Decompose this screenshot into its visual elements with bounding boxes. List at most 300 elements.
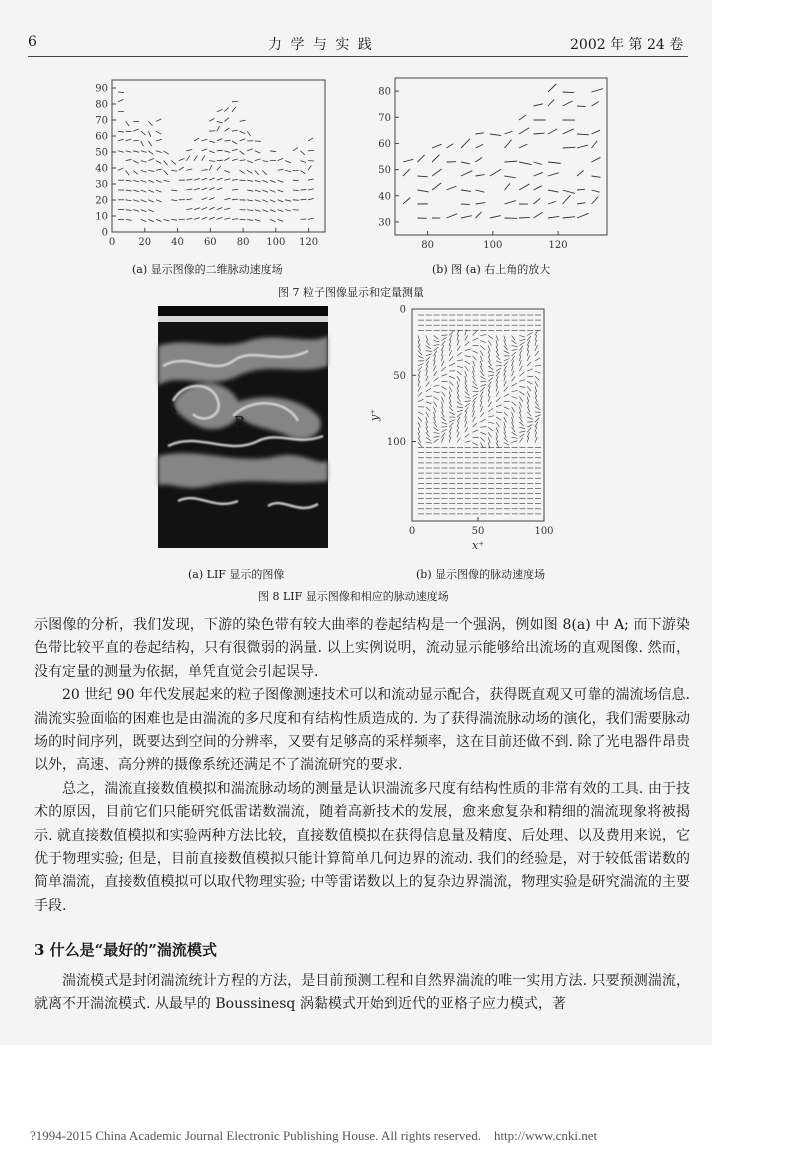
fig7b-vector xyxy=(563,217,576,218)
fig7a-vector xyxy=(118,168,123,170)
fig7a-vector xyxy=(126,210,132,211)
fig8b-vector xyxy=(418,351,422,355)
fig8b-vector xyxy=(512,376,516,381)
fig7a-vector xyxy=(133,170,138,174)
fig7a-vector xyxy=(141,180,147,182)
fig8b-vector xyxy=(504,381,507,386)
fig7a-x-tick-label: 0 xyxy=(108,237,116,248)
fig7a-vector xyxy=(171,219,177,220)
fig7a-y-tick-label: 30 xyxy=(95,179,108,191)
fig8b-vector xyxy=(519,380,525,382)
fig7a-vector xyxy=(232,101,238,102)
fig8b-vector xyxy=(519,407,521,413)
fig7b-vector xyxy=(534,172,543,176)
fig8b-vector xyxy=(473,430,479,432)
fig8b-vector xyxy=(496,368,501,371)
fig7b-vector xyxy=(592,190,600,192)
fig7a-vector xyxy=(171,190,177,191)
fig7a-vector xyxy=(156,151,162,153)
fig8b-vector xyxy=(418,412,423,415)
fig7a-vector xyxy=(126,219,132,220)
fig7a-vector xyxy=(217,178,223,180)
fig8b-vector xyxy=(480,387,484,391)
fig8b-vector xyxy=(457,386,459,392)
fig8b-vector xyxy=(535,422,538,427)
fig7a-vector xyxy=(141,141,144,146)
fig8b-vector xyxy=(527,412,531,416)
fig7a-vector xyxy=(247,149,253,151)
fig7a-vector xyxy=(126,159,132,160)
fig7a-vector xyxy=(247,190,253,191)
fig8b-vector xyxy=(512,335,515,340)
fig8b-vector xyxy=(504,341,506,346)
fig8b-vector xyxy=(418,437,421,442)
fig8b-vector xyxy=(488,432,491,437)
fig7a-vector xyxy=(262,170,266,174)
fig7b-vector xyxy=(577,170,584,176)
fig7b-vector xyxy=(461,190,471,191)
fig8b-vector xyxy=(418,386,421,391)
fig7a-vector xyxy=(148,180,154,182)
fig8b-vector xyxy=(457,410,463,412)
fig8b-vector xyxy=(465,416,467,422)
fig8b-vector xyxy=(449,331,453,335)
fig8b-vector xyxy=(418,367,422,371)
fig8b-vector xyxy=(441,427,447,428)
fig8b-vector xyxy=(519,417,522,422)
fig8b-vector xyxy=(488,371,494,372)
fig7a-vector xyxy=(232,149,238,151)
fig8b-vector xyxy=(519,431,525,432)
fig8b-vector xyxy=(480,381,486,382)
fig8b-vector xyxy=(512,360,514,366)
fig7a-vector xyxy=(247,170,252,173)
fig8-caption: 图 8 LIF 显示图像和相应的脉动速度场 xyxy=(258,590,449,603)
fig7b-vector xyxy=(519,184,530,190)
fig8b-vector xyxy=(519,402,521,408)
fig8b-vector xyxy=(418,356,423,359)
fig7a-vector xyxy=(133,151,139,152)
fig8b-vector xyxy=(426,402,432,404)
fig8b-vector xyxy=(535,381,538,386)
fig8b-vector xyxy=(535,397,537,403)
fig8b-vector xyxy=(535,392,537,398)
fig8b-vector xyxy=(496,361,502,363)
fig8b-vector xyxy=(496,412,502,413)
fig7b-vector xyxy=(490,216,501,218)
fig8b-frame xyxy=(412,309,544,521)
fig7a-vector xyxy=(278,158,284,160)
fig7a-vector xyxy=(224,151,230,153)
fig7b-vector xyxy=(476,157,483,162)
fig7a-vector xyxy=(209,188,215,190)
fig7a-vector xyxy=(126,151,132,152)
fig8b-vector xyxy=(527,386,531,391)
fig7b-vector xyxy=(505,183,510,190)
fig7b-vector xyxy=(534,198,541,204)
fig7a-x-tick-label: 80 xyxy=(236,237,250,248)
fig7b-vector xyxy=(403,159,413,162)
fig7a-plot xyxy=(90,72,330,257)
fig8b-vector xyxy=(426,432,430,437)
fig7a-vector xyxy=(232,130,238,131)
fig7a-vector xyxy=(224,107,228,111)
fig8b-vector xyxy=(441,367,445,371)
fig8b-vector xyxy=(457,407,463,408)
fig7a-vector xyxy=(278,200,284,202)
fig8b-vector xyxy=(418,381,420,387)
fig7b-vector xyxy=(577,145,588,148)
fig8b-vector xyxy=(449,437,451,443)
fig7a-vector xyxy=(217,217,223,219)
fig7a-vector xyxy=(164,180,170,182)
fig8b-vector xyxy=(527,437,529,443)
fig8b-x-tick-label: 100 xyxy=(534,526,554,537)
fig7b-vector xyxy=(592,130,601,134)
fig7a-vector xyxy=(126,121,130,126)
fig8b-vector xyxy=(488,356,490,362)
fig8b-vector xyxy=(449,392,451,398)
fig7a-vector xyxy=(126,190,132,191)
fig8b-vector xyxy=(434,392,440,393)
fig8b-vector xyxy=(465,366,469,371)
fig8b-vector xyxy=(426,417,428,423)
fig7b-vector xyxy=(592,102,599,106)
fig8b-vector xyxy=(480,432,486,434)
fig7b-vector xyxy=(577,189,585,190)
fig7a-vector xyxy=(278,180,284,182)
fig8b-vector xyxy=(465,376,467,382)
fig7b-vector xyxy=(505,161,518,162)
fig8b-vector xyxy=(480,376,485,379)
fig8b-vector xyxy=(488,346,490,352)
fig8b-vector xyxy=(496,381,498,387)
fig8b-vector xyxy=(512,349,518,351)
fig7b-vector xyxy=(548,201,556,204)
fig8b-vector xyxy=(457,340,459,346)
fig7a-vector xyxy=(156,119,161,121)
fig8b-vector xyxy=(504,351,509,354)
fig7b-y-tick-label: 40 xyxy=(378,191,391,203)
fig8b-ylabel: y⁺ xyxy=(368,408,381,422)
fig7a-vector xyxy=(202,149,208,151)
fig8b-vector xyxy=(441,407,443,413)
fig8b-vector xyxy=(504,335,506,341)
fig8b-vector xyxy=(434,402,437,407)
fig8b-vector xyxy=(480,391,483,396)
fig7a-vector xyxy=(285,210,291,211)
fig7a-vector xyxy=(194,156,197,161)
fig7a-vector xyxy=(270,190,276,192)
fig7b-vector xyxy=(534,162,542,164)
fig7a-vector xyxy=(141,131,146,135)
fig8b-vector xyxy=(465,411,467,417)
fig8b-vector xyxy=(449,356,453,361)
fig7b-vector xyxy=(563,147,576,148)
fig7b-vector xyxy=(461,216,472,218)
fig8b-vector xyxy=(465,335,468,340)
fig8b-vector xyxy=(488,402,491,407)
fig7a-vector xyxy=(209,165,212,170)
fig8b-y-tick-label: 0 xyxy=(399,304,406,316)
fig7a-vector xyxy=(300,151,305,155)
fig8b-vector xyxy=(465,403,470,406)
fig7a-vector xyxy=(156,161,161,164)
fig7a-y-tick-label: 40 xyxy=(95,163,108,175)
fig8b-vector xyxy=(441,397,443,403)
fig7a-vector xyxy=(209,207,215,209)
fig7a-vector xyxy=(293,210,299,211)
fig8b-vector xyxy=(480,396,482,402)
fig8b-vector xyxy=(426,357,430,361)
fig8b-vector xyxy=(441,417,445,421)
fig8b-vector xyxy=(473,411,475,417)
fig7b-vector xyxy=(447,186,457,190)
fig8b-vector xyxy=(496,417,501,420)
fig8b-vector xyxy=(527,407,530,412)
fig8b-vector xyxy=(434,422,437,427)
fig7a-vector xyxy=(217,126,220,131)
fig8b-vector xyxy=(418,427,420,433)
fig7a-vector xyxy=(164,170,168,174)
fig7b-vector xyxy=(563,129,574,134)
fig8b-vector xyxy=(426,396,432,397)
fig7a-vector xyxy=(262,190,268,192)
fig8b-vector xyxy=(457,392,459,398)
fig8b-vector xyxy=(512,391,518,392)
fig8b-vector xyxy=(527,397,529,403)
fig7b-vector xyxy=(476,133,484,134)
fig7a-vector xyxy=(148,219,154,221)
fig8b-vector xyxy=(426,443,432,444)
fig7a-vector xyxy=(194,208,200,210)
fig7a-vector xyxy=(240,131,245,133)
cnki-link[interactable]: http://www.cnki.net xyxy=(493,1128,598,1143)
fig8b-vector xyxy=(434,432,440,433)
fig8b-vector xyxy=(496,335,498,341)
fig8b-vector xyxy=(457,360,463,361)
fig8b-vector xyxy=(434,344,440,345)
fig8b-vector xyxy=(426,407,430,411)
fig8b-vector xyxy=(457,438,461,443)
fig7a-vector xyxy=(194,178,200,180)
fig7a-vector xyxy=(278,190,284,192)
fig8b-vector xyxy=(473,401,475,406)
fig8b-vector xyxy=(441,350,443,356)
fig8b-vector xyxy=(527,381,532,384)
fig7b-vector xyxy=(476,212,482,218)
fig7b-vector xyxy=(432,144,442,148)
fig7b-vector xyxy=(505,140,512,148)
fig8b-vector xyxy=(449,381,453,385)
fig8b-vector xyxy=(535,437,537,442)
fig7a-vector xyxy=(118,131,124,132)
fig8b-vector xyxy=(480,437,484,441)
fig8b-vector xyxy=(480,384,486,386)
fig8b-vector xyxy=(426,382,430,387)
fig7a-vector xyxy=(164,161,168,166)
fig7b-frame xyxy=(395,78,607,235)
fig8b-vector xyxy=(496,405,502,407)
fig8b-vector xyxy=(449,350,451,355)
fig7a-vector xyxy=(285,170,291,171)
fig8b-vector xyxy=(457,366,463,368)
fig7a-vector xyxy=(194,138,199,141)
fig8b-vector xyxy=(512,412,514,418)
fig8b-vector xyxy=(465,401,471,402)
fig8b-vector xyxy=(473,397,477,402)
fig8b-vector xyxy=(527,417,533,419)
fig7a-vector xyxy=(133,210,139,212)
fig7a-vector xyxy=(148,170,154,171)
fig7a-vector xyxy=(255,170,259,174)
fig7a-x-tick-label: 20 xyxy=(138,237,152,248)
fig7b-vector xyxy=(577,213,589,218)
fig7a-vector xyxy=(278,219,284,221)
fig8b-vector xyxy=(519,340,525,341)
fig7b-vector xyxy=(490,134,501,136)
fig8b-vector xyxy=(480,341,486,343)
fig7b-vector xyxy=(548,84,556,92)
fig8b-vector xyxy=(434,360,436,366)
fig8b-vector xyxy=(465,422,467,428)
fig8b-vector xyxy=(488,361,491,366)
fig8b-vector xyxy=(512,346,518,347)
fig7b-vector xyxy=(432,183,441,190)
fig8b-vector xyxy=(488,381,491,386)
fig7a-vector xyxy=(141,190,147,192)
fig8b-vector xyxy=(488,378,493,382)
fig7a-vector xyxy=(240,139,246,141)
fig7a-vector xyxy=(232,180,238,181)
fig8b-vector xyxy=(426,354,432,356)
fig8b-vector xyxy=(434,412,436,418)
fig8b-vector xyxy=(488,422,494,423)
fig7b-y-tick-label: 80 xyxy=(378,86,391,98)
fig7a-x-tick-label: 60 xyxy=(203,237,217,248)
fig7a-vector xyxy=(293,190,299,191)
fig8b-vector xyxy=(441,345,443,351)
fig8b-vector xyxy=(496,437,498,443)
fig8b-vector xyxy=(535,432,537,438)
fig7a-vector xyxy=(217,166,221,170)
fig8b-vector xyxy=(535,351,539,356)
fig7a-vector xyxy=(202,139,208,141)
fig8b-vector xyxy=(473,376,476,381)
fig8b-vector xyxy=(473,338,478,340)
fig8b-vector xyxy=(480,412,484,417)
fig8b-vector xyxy=(441,402,443,408)
fig7a-vector xyxy=(247,219,253,220)
fig8b-vector xyxy=(465,386,468,391)
fig7a-vector xyxy=(186,218,192,219)
fig8b-vector xyxy=(527,336,531,341)
fig8b-vector xyxy=(496,365,502,366)
fig8b-vector xyxy=(527,432,529,437)
fig8b-vector xyxy=(449,432,451,438)
fig8b-vector xyxy=(488,375,494,376)
fig7a-vector xyxy=(255,190,261,192)
fig7b-vector xyxy=(476,203,486,204)
copyright-text: ?1994-2015 China Academic Journal Electronic Publishing House. All rights reserved. xyxy=(30,1128,481,1143)
fig8b-vector xyxy=(496,422,500,427)
paragraph-3: 总之，湍流直接数值模拟和湍流脉动场的测量是认识湍流多尺度有结构性质的非常有效的工具. 由于技术的原因，目前它们只能研究低雷诺数湍流，随着高新技术的发展，愈来愈复杂和精细的湍流现象将被揭示. 就直接数值模拟和实验两种方法比较，直接数值模拟在获得信息量及精度、后处理、以及费用来说，它优于物理实验; 但是，目前直接数值模拟只能计算简单几何边界的流动. 我们的经验是，对于较低雷诺数的简单湍流，直接数值模拟可以取代物理实验; 中等雷诺数以上的复杂边界湍流，物理实验是研究湍流的主要手段. xyxy=(34,780,690,914)
fig8b-vector xyxy=(434,427,439,431)
fig7b-vector xyxy=(592,157,601,162)
fig7a-vector xyxy=(156,169,162,170)
fig8b-vector xyxy=(473,356,477,361)
fig7a-vector xyxy=(126,170,130,175)
fig7a-vector xyxy=(186,189,192,190)
fig7b-x-tick-label: 80 xyxy=(421,240,434,251)
fig7a-caption: (a) 显示图像的二维脉动速度场 xyxy=(132,263,283,276)
fig8b-vector xyxy=(434,397,439,401)
fig8b-vector xyxy=(535,358,540,361)
fig8b-y-tick-label: 50 xyxy=(393,370,406,382)
fig8b-vector xyxy=(527,340,529,345)
fig7a-vector xyxy=(255,200,261,202)
fig8b-vector xyxy=(441,355,443,361)
fig8b-vector xyxy=(449,412,454,415)
fig8b-vector xyxy=(527,362,531,366)
fig7b-vector xyxy=(447,144,454,148)
fig8b-vector xyxy=(426,376,428,382)
fig7b-vector xyxy=(418,176,428,177)
fig8b-vector xyxy=(512,422,514,428)
fig8b-vector xyxy=(449,397,451,403)
fig8b-vector xyxy=(535,376,539,380)
fig7a-vector xyxy=(148,131,150,136)
fig8b-vector xyxy=(488,386,490,392)
fig7b-vector xyxy=(519,217,530,218)
copyright-footer xyxy=(30,1128,597,1144)
fig8b-vector xyxy=(519,372,524,376)
fig8b-vector xyxy=(512,407,515,412)
fig8b-vector xyxy=(449,427,452,432)
fig7b-vector xyxy=(563,195,571,204)
fig8b-vector xyxy=(504,394,509,397)
fig7a-y-tick-label: 0 xyxy=(101,227,108,239)
section-heading: 3 什么是“最好的”湍流模式 xyxy=(34,941,217,959)
fig7b-vector xyxy=(563,101,573,106)
fig8b-vector xyxy=(504,412,508,416)
fig8b-vector xyxy=(488,341,491,346)
fig8b-vector xyxy=(418,346,421,351)
fig8b-vector xyxy=(496,371,500,376)
fig8b-vector xyxy=(426,346,431,349)
paragraph-4: 湍流模式是封闭湍流统计方程的方法，是目前预测工程和自然界湍流的唯一实用方法. 只要预测湍流，就离不开湍流模式. 从最早的 Boussinesq 涡黏模式开始到近代的亚格子应力模式，著 xyxy=(34,973,690,1013)
fig8b-vector xyxy=(457,397,460,402)
fig8b-vector xyxy=(512,441,518,443)
paragraph-1: 示图像的分析，我们发现，下游的染色带有较大曲率的卷起结构是一个强涡，例如图 8(a) 中 A; 而下游染色带比较平直的卷起结构，只有很微弱的涡量. 以上实例说明，流动显示能够给出流场的直观图像. 然而，没有定量的测量为依据，单凭直觉会引起误导. xyxy=(34,617,690,680)
fig7b-vector xyxy=(476,175,485,176)
fig8b-vector xyxy=(504,346,508,351)
fig8b-vector xyxy=(449,363,454,366)
fig8b-vector xyxy=(527,333,532,336)
fig8b-vector xyxy=(441,412,444,417)
fig7a-vector xyxy=(308,165,311,170)
fig8b-vector xyxy=(527,424,532,427)
fig7a-vector xyxy=(209,217,215,219)
fig7a-vector xyxy=(308,138,313,141)
fig8b-vector xyxy=(441,381,447,382)
fig8b-vector xyxy=(504,362,508,366)
fig7a-y-tick-label: 50 xyxy=(95,147,108,159)
fig8b-vector xyxy=(496,346,498,352)
fig7a-vector xyxy=(232,141,237,144)
fig7a-vector xyxy=(186,209,192,210)
fig8b-vector xyxy=(465,397,471,399)
